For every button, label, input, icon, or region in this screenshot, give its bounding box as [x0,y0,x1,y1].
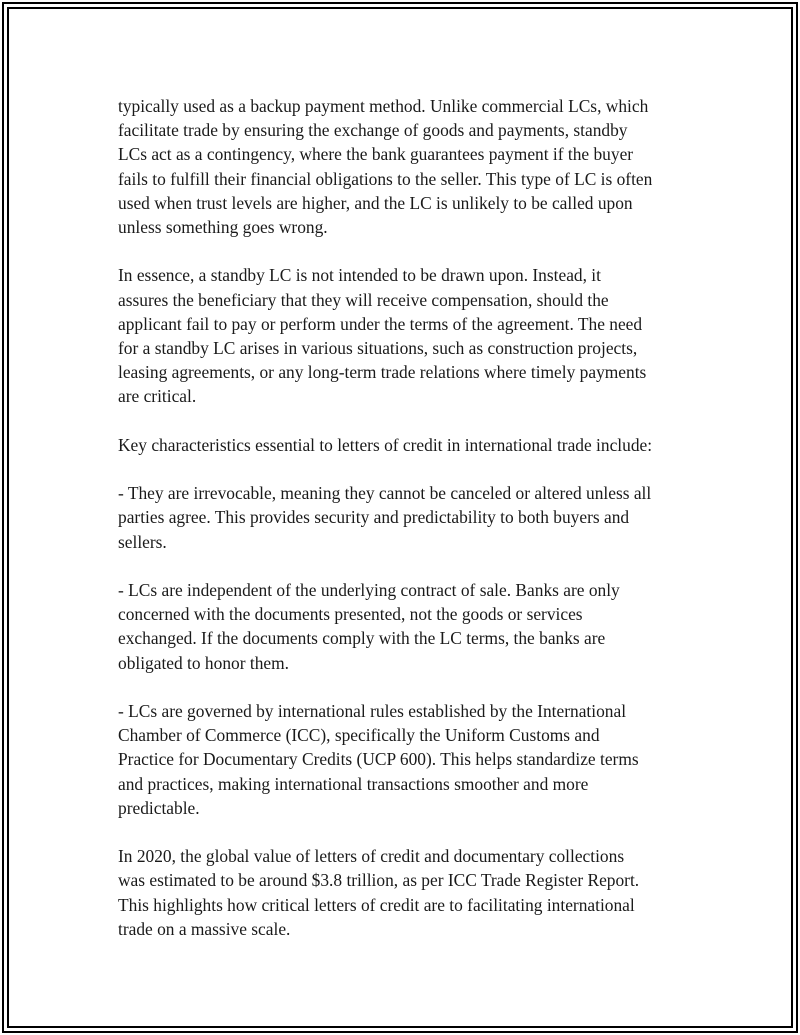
list-item-irrevocable: - They are irrevocable, meaning they cannot be canceled or altered unless all parties agree. This provides security and predictability to both buyers and sellers. [118,483,652,552]
paragraph-standby-lc-intro: typically used as a backup payment method. Unlike commercial LCs, which facilitate trade by ensuring the exchange of goods and payments, standby LCs act as a contingency, where the bank guarantees payment if the buyer fails to fulfill their financial obligations to the seller. This type of LC is often used when trust levels are higher, and the LC is unlikely to be called upon unless something goes wrong. [118,96,653,238]
list-item-governed-by-icc: - LCs are governed by international rules established by the International Chamber of Commerce (ICC), specifically the Uniform Customs and Practice for Documentary Credits (UCP 600). This helps standardize terms and practices, making international transactions smoother and more predictable. [118,701,639,818]
paragraph-standby-lc-purpose: In essence, a standby LC is not intended to be drawn upon. Instead, it assures the beneficiary that they will receive compensation, should the applicant fail to pay or perform under the terms of the agreement. The need for a standby LC arises in various situations, such as construction projects, leasing agreements, or any long-term trade relations where timely payments are critical. [118,265,647,407]
list-item-independent: - LCs are independent of the underlying contract of sale. Banks are only concerned with the documents presented, not the goods or services exchanged. If the documents comply with the LC terms, the banks are obligated to honor them. [118,580,620,673]
document-body [118,94,693,941]
paragraph-global-value: In 2020, the global value of letters of credit and documentary collections was estimated to be around $3.8 trillion, as per ICC Trade Register Report. This highlights how critical letters of credit are to facilitating international trade on a massive scale. [118,846,640,939]
paragraph-key-characteristics-heading: Key characteristics essential to letters of credit in international trade include: [118,434,653,455]
